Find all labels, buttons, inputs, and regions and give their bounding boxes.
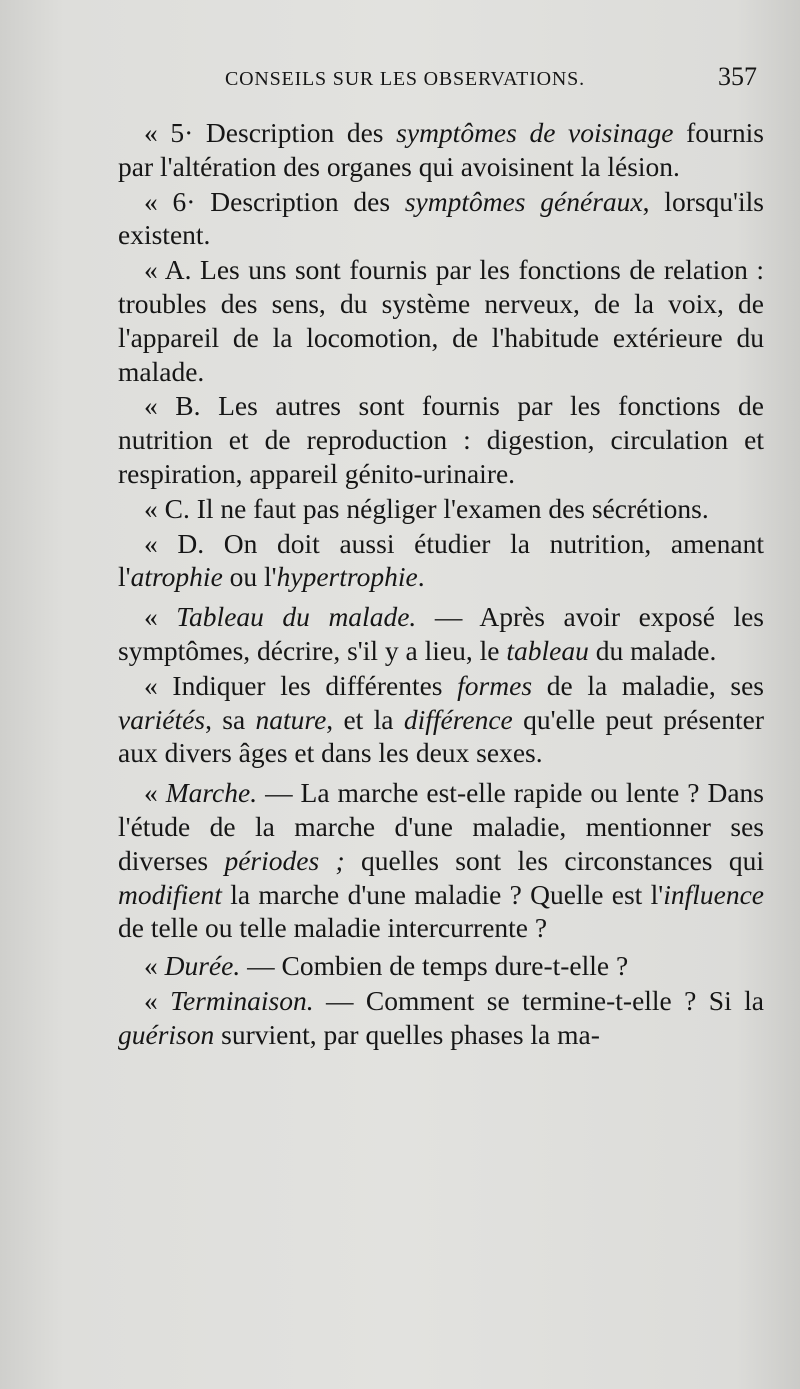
text-run: — La marche est-elle rapide ou lente ? Dans l'étude de la marche d'une maladie, mentionner ses diverses — [118, 777, 764, 876]
text-run: « — [144, 601, 177, 633]
text-run: « D. On doit aussi étudier la nutrition, amenant l' — [118, 527, 764, 593]
text-run: de la maladie, ses — [532, 669, 764, 701]
text-run: la marche d'une maladie ? Quelle est l' — [221, 878, 664, 910]
paragraph-voisinage — [118, 116, 764, 184]
text-run: survient, par quelles phases la ma- — [214, 1018, 600, 1050]
text-run: ou l' — [222, 561, 277, 593]
italic-term: modifient — [118, 878, 222, 910]
italic-term: périodes ; — [224, 844, 345, 876]
italic-term: tableau — [506, 634, 589, 666]
italic-term: formes — [457, 669, 533, 701]
text-run: « 6· Description des — [144, 185, 405, 217]
paragraph-generaux — [118, 185, 764, 253]
paragraph-formes — [118, 669, 764, 770]
page-header — [225, 62, 757, 94]
italic-term: influence — [663, 878, 764, 910]
text-run: « Indiquer les différentes — [144, 669, 458, 701]
text-run: — Combien de temps dure-t-elle ? — [240, 950, 629, 982]
text-run: du malade. — [588, 634, 717, 666]
body-text — [118, 116, 764, 1053]
italic-term: atrophie — [130, 561, 223, 593]
text-run: . — [417, 561, 425, 593]
text-run: de telle ou telle maladie intercurrente ? — [118, 912, 548, 944]
text-run: fournis par l'altération des organes qui avoisinent la lésion. — [118, 117, 764, 182]
page-number: 357 — [718, 62, 757, 91]
text-run: « — [144, 950, 165, 982]
italic-term: hypertrophie — [276, 561, 418, 593]
text-run: — Comment se termine-t-elle ? Si la — [313, 984, 764, 1016]
text-run: , et la — [326, 703, 404, 735]
italic-term: nature — [255, 703, 327, 735]
text-run: quelles sont les circonstances qui — [344, 844, 764, 876]
text-run: qu'elle peut présenter aux divers âges et dans les deux sexes. — [118, 703, 764, 769]
running-head: CONSEILS SUR LES OBSERVATIONS. — [225, 68, 585, 90]
paragraph-duree — [118, 949, 764, 983]
paragraph-terminaison — [118, 984, 764, 1052]
italic-term: symptômes généraux — [404, 185, 643, 217]
paragraph-c-secretions: « C. Il ne faut pas négliger l'examen des sécrétions. — [144, 492, 709, 524]
paragraph-tableau — [118, 600, 764, 668]
italic-term: symptômes de voisinage — [396, 117, 674, 148]
text-run: « 5· Description des — [144, 117, 397, 148]
text-run: , lorsqu'ils existent. — [118, 185, 764, 251]
italic-term: guérison — [118, 1018, 215, 1050]
text-run: , sa — [205, 703, 256, 735]
paragraph-marche — [118, 776, 764, 945]
section-heading: Marche. — [165, 777, 258, 809]
text-run: « — [144, 777, 166, 809]
paragraph-d-atrophie — [118, 527, 764, 595]
text-run: — Après avoir exposé les symptômes, décrire, s'il y a lieu, le — [118, 601, 765, 666]
paragraph-b-nutrition: « B. Les autres sont fournis par les fonctions de nutrition et de reproduction : digestion, circulation et respiration, appareil génito-urinaire. — [118, 390, 764, 489]
section-heading: Terminaison. — [170, 984, 314, 1016]
italic-term: différence — [403, 703, 513, 735]
italic-term: variétés — [118, 703, 206, 735]
text-run: « — [144, 984, 171, 1016]
section-heading: Durée. — [164, 950, 241, 982]
paragraph-a-relation: « A. Les uns sont fournis par les fonctions de relation : troubles des sens, du système nerveux, de la voix, de l'appareil de la locomotion, de l'habitude extérieure du malade. — [118, 254, 764, 387]
section-heading: Tableau du malade. — [176, 601, 417, 633]
